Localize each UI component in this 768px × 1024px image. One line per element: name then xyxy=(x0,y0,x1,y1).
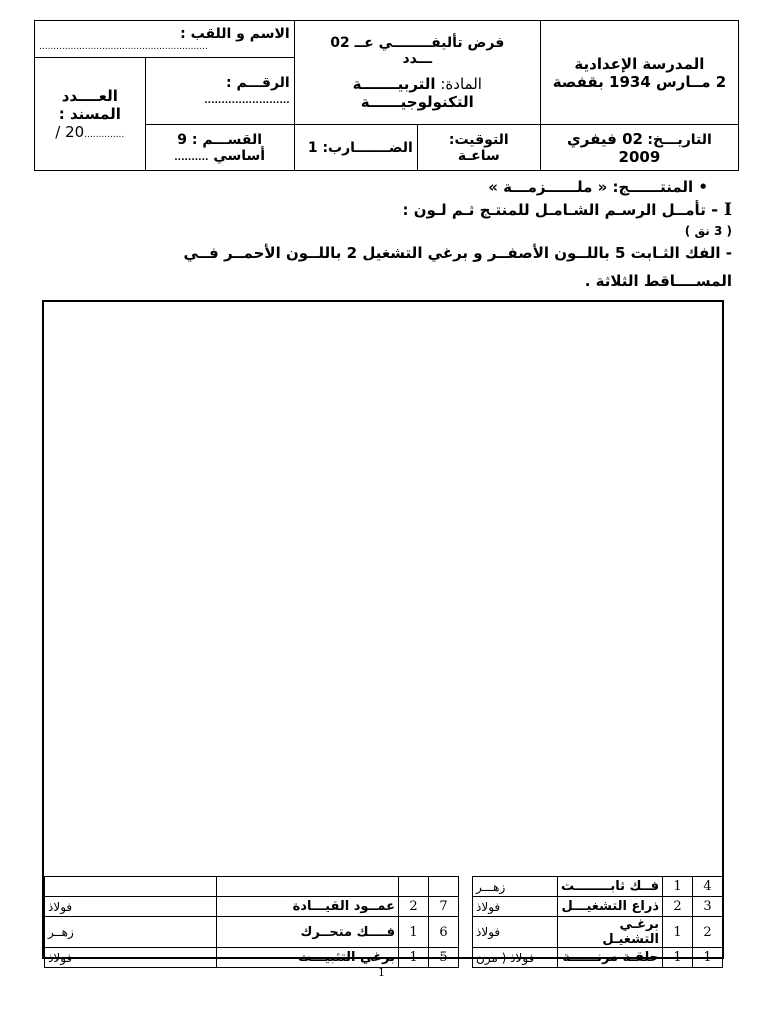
question-1-line-2: المســــاقط الثلاثة . xyxy=(584,272,732,290)
part-quantity: 1 xyxy=(663,917,693,948)
class-label: القســـم : 9 xyxy=(177,131,263,148)
part-material xyxy=(45,877,217,897)
part-name: ذراع التشغيـــل xyxy=(558,897,663,917)
part-material: فولاذ xyxy=(473,897,558,917)
test-title-2: ـــدد xyxy=(402,50,433,67)
part-name xyxy=(217,877,399,897)
product-line: • المنتــــــج: « ملــــــزمـــة » xyxy=(488,178,708,196)
part-number: 2 xyxy=(693,917,723,948)
parts-table xyxy=(44,876,723,968)
column-gap xyxy=(459,877,473,897)
part-number: 7 xyxy=(429,897,459,917)
parts-row xyxy=(45,917,723,948)
part-quantity: 1 xyxy=(663,948,693,968)
part-material: فولاذ xyxy=(473,917,558,948)
part-number: 6 xyxy=(429,917,459,948)
part-name: برغي التثبيـــت xyxy=(217,948,399,968)
teacher-label: الضـــــــارب: xyxy=(322,139,413,156)
part-material: فولاذ xyxy=(45,948,217,968)
part-quantity: 1 xyxy=(399,917,429,948)
page-number: 1 xyxy=(378,966,385,979)
part-quantity xyxy=(399,877,429,897)
part-name: برغـي التشغيـل xyxy=(558,917,663,948)
part-material: زهـــر xyxy=(473,877,558,897)
part-number: 5 xyxy=(429,948,459,968)
parts-row xyxy=(45,897,723,917)
question-1-line-1: - الفك الثـابت 5 باللــون الأصفــر و برغي التشغيل 2 باللــون الأحمــر فــي xyxy=(183,244,732,262)
part-quantity: 1 xyxy=(663,877,693,897)
date-cell xyxy=(540,125,738,171)
class-value: أساسي xyxy=(213,147,266,164)
part-number: 4 xyxy=(693,877,723,897)
part-quantity: 2 xyxy=(399,897,429,917)
school-name: المدرسة الإعدادية xyxy=(574,54,705,73)
parts-row xyxy=(45,877,723,897)
subject: المادة: التربيـــــــة التكنولوجيــــــة xyxy=(352,74,482,111)
column-gap xyxy=(459,897,473,917)
part-number: 1 xyxy=(693,948,723,968)
question-1-text: تأمــل الرسـم الشـامـل للمنتـج ثـم لـون : xyxy=(402,201,706,219)
question-1-number: I - xyxy=(711,200,732,220)
question-1 xyxy=(402,200,732,220)
test-title: فرض تأليفــــــــي عــ 02 xyxy=(330,34,505,51)
part-material: فولاذ ( مرن xyxy=(473,948,558,968)
question-1-points: ( 3 نق ) xyxy=(684,224,732,238)
class-dots[interactable]: .......... xyxy=(174,152,209,163)
part-number xyxy=(429,877,459,897)
part-name: فــك ثابــــــــت xyxy=(558,877,663,897)
parts-row xyxy=(45,948,723,968)
part-material: زهــر xyxy=(45,917,217,948)
header-table xyxy=(34,20,739,171)
part-name: عمــود القيـــادة xyxy=(217,897,399,917)
test-cell xyxy=(294,21,540,125)
teacher-cell xyxy=(294,125,417,171)
part-quantity: 2 xyxy=(663,897,693,917)
number-cell xyxy=(145,57,294,124)
part-name: فــــك متحــرك xyxy=(217,917,399,948)
duration-value: ساعـة xyxy=(457,147,500,164)
name-label: الاسم و اللقب : xyxy=(180,25,290,42)
date-label: التاريـــخ: xyxy=(647,131,712,148)
duration-cell xyxy=(417,125,540,171)
name-dots[interactable]: ........................................................... xyxy=(39,41,208,52)
teacher-value: 1 xyxy=(307,139,318,156)
school-address: 2 مــارس 1934 بقفصة xyxy=(552,72,727,91)
grade-cell xyxy=(35,57,146,170)
number-dots[interactable]: ......................... xyxy=(204,95,290,106)
part-name: حلقـة مرنــــــة xyxy=(558,948,663,968)
school-cell xyxy=(540,21,738,125)
part-quantity: 1 xyxy=(399,948,429,968)
duration-label: التوقيت: xyxy=(448,131,509,148)
name-cell xyxy=(35,21,295,58)
date-value: 02 فيفري 2009 xyxy=(567,129,661,166)
grade-label: العــــدد المسند : xyxy=(58,86,121,123)
part-number: 3 xyxy=(693,897,723,917)
grade-value[interactable]: / 20.............. xyxy=(55,122,125,141)
column-gap xyxy=(459,948,473,968)
drawing-frame xyxy=(42,300,724,959)
column-gap xyxy=(459,917,473,948)
number-label: الرقـــم : xyxy=(225,74,290,91)
class-cell xyxy=(145,125,294,171)
part-material: فولاذ xyxy=(45,897,217,917)
